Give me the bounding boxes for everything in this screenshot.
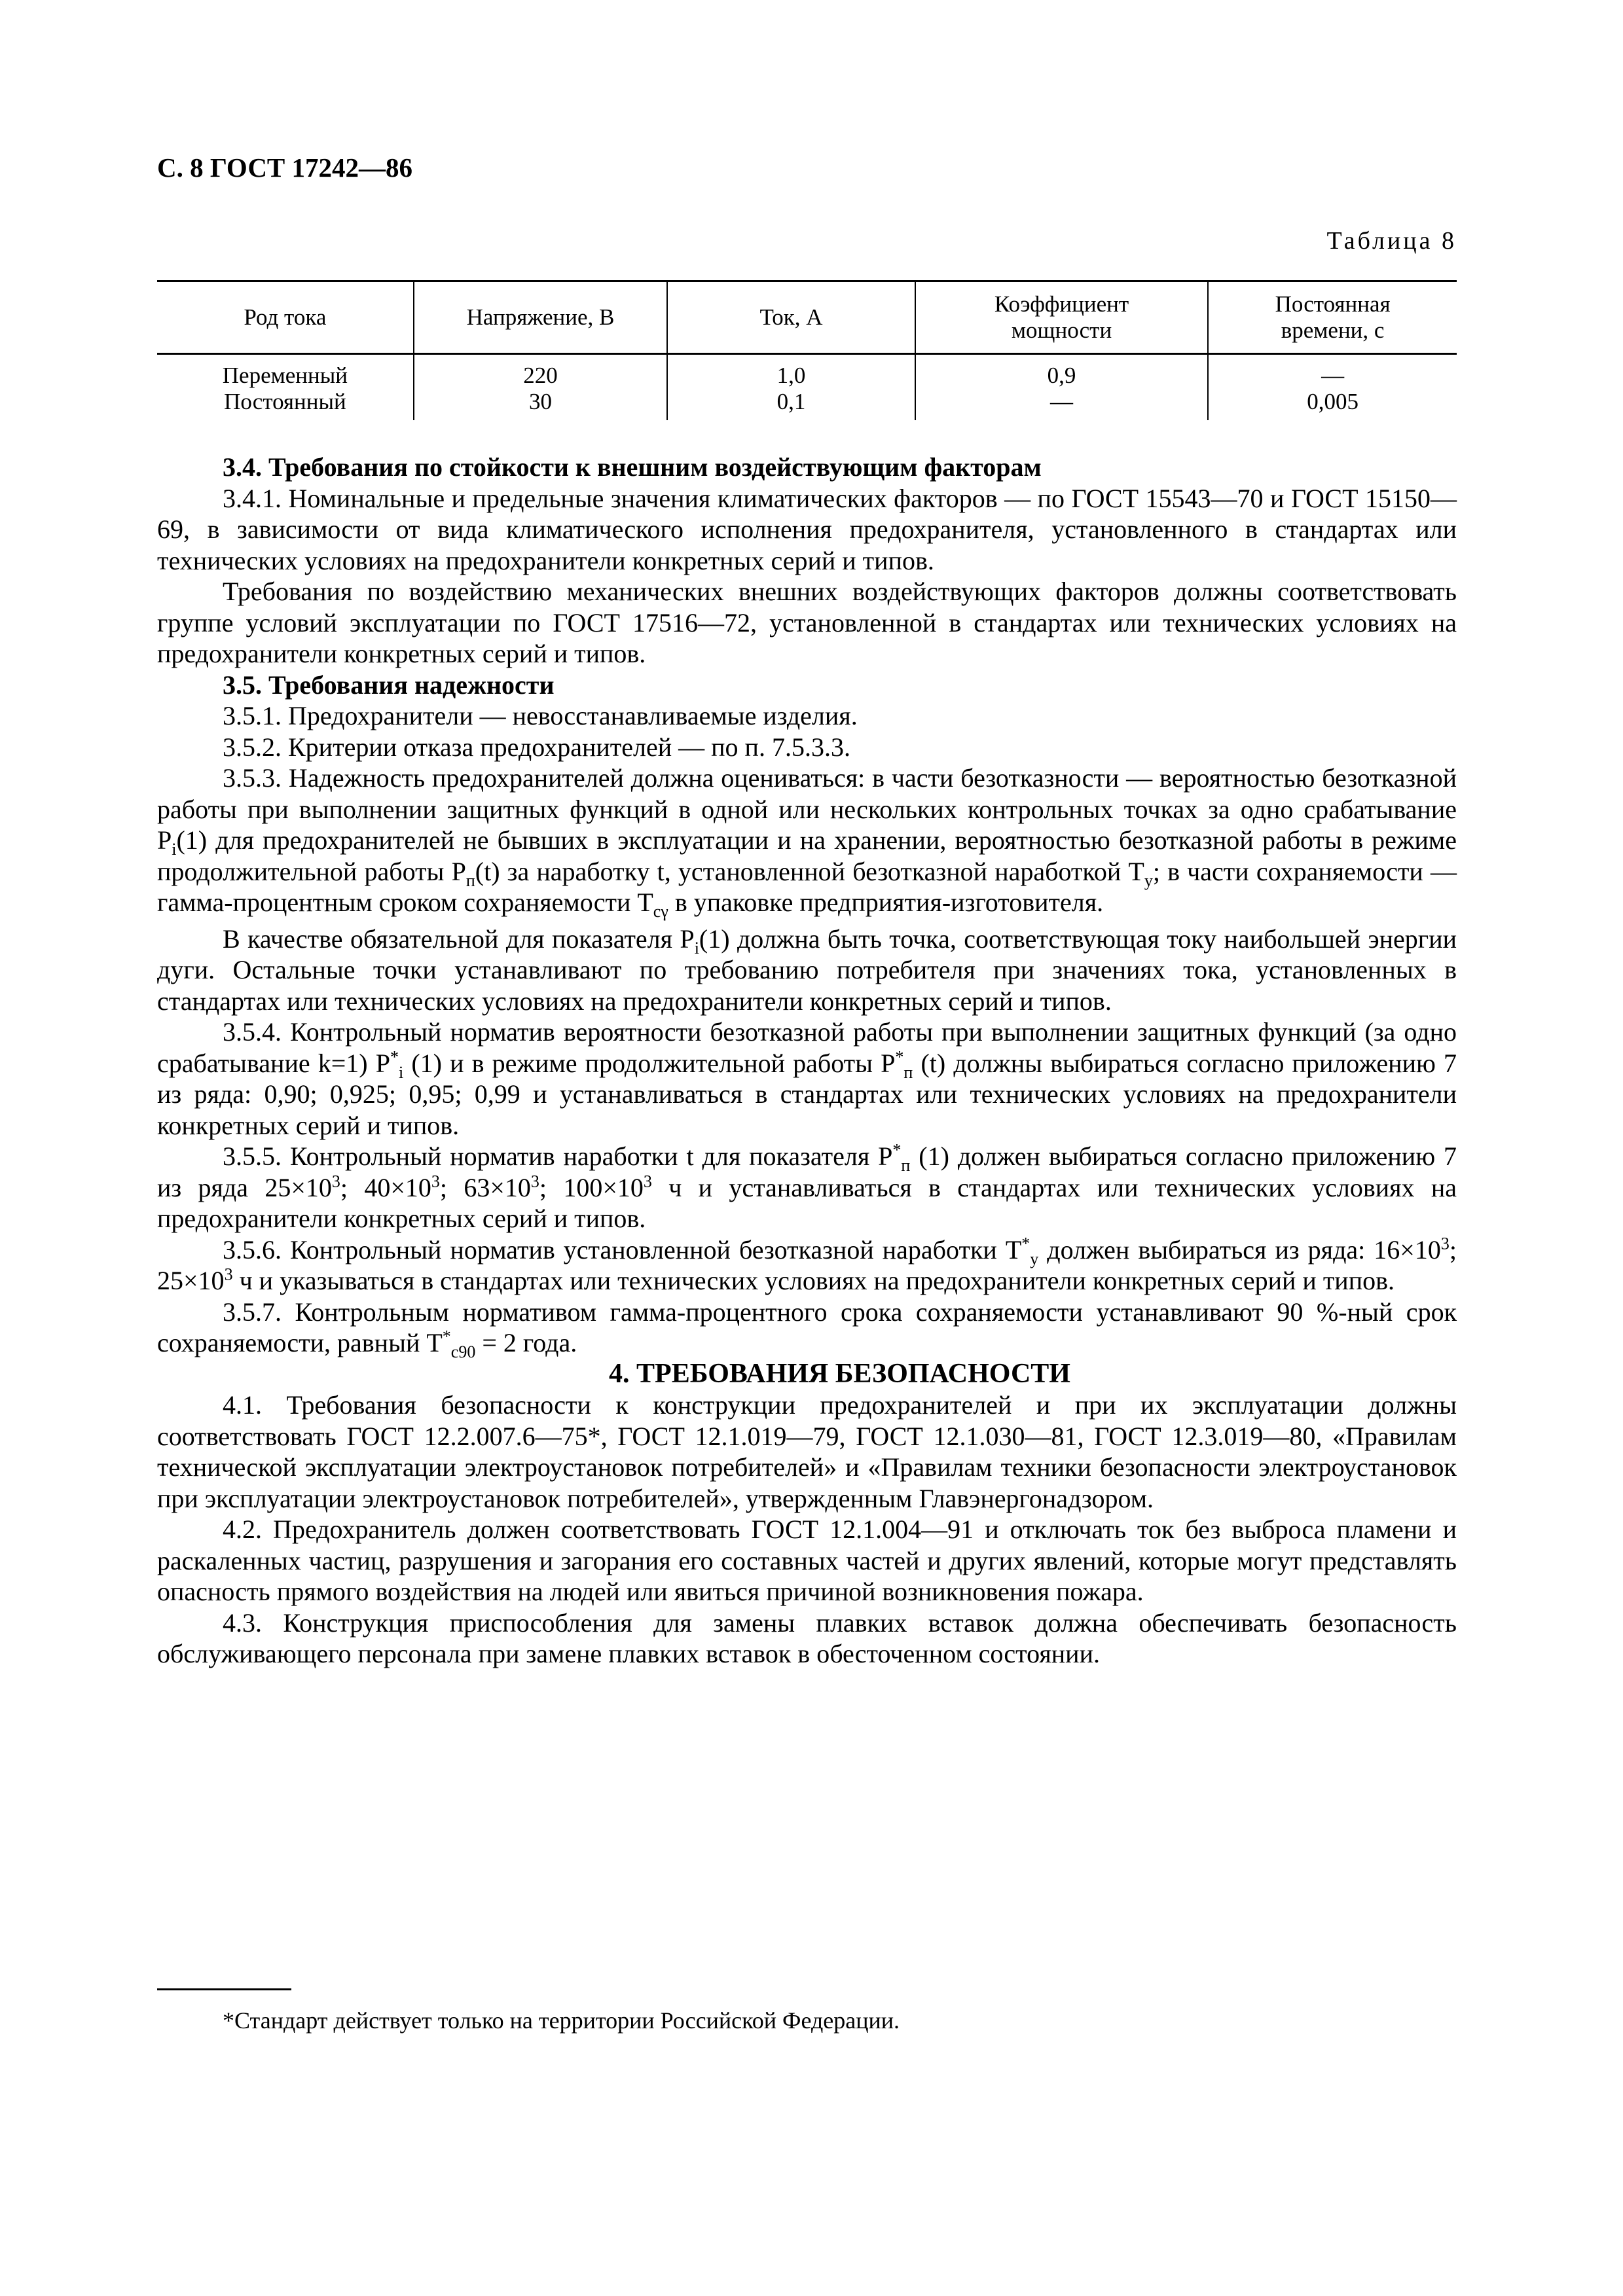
table-cell: 30 — [414, 389, 667, 420]
subsection-heading — [157, 452, 1457, 483]
paragraph: 3.5.6. Контрольный норматив установленной безотказной наработки $T^*_у$ должен выбираться из ряда: $16\times 10^3$; $25\times 10^3$ ч и указываться в стандартах или технических условиях на предохранители конкретных серий и типов. — [157, 1234, 1457, 1295]
table-header-row — [157, 281, 1457, 354]
table-cell: Постоянный — [224, 389, 346, 414]
table-cell: 0,9 — [915, 354, 1208, 389]
table-header-cell: Напряжение, В — [414, 281, 667, 354]
table-row — [157, 354, 1457, 389]
paragraph: Требования по воздействию механических внешних воздействующих факторов должны соответствовать группе условий эксплуатации по ГОСТ 17516—72, установленной в стандартах или технических условиях на предохранители конкретных серий и типов. — [157, 577, 1457, 668]
subsection-heading — [157, 670, 1457, 701]
subsection-heading-text: 3.5. Требования надежности — [223, 670, 555, 700]
paragraph: 4.2. Предохранитель должен соответствовать ГОСТ 12.1.004—91 и отключать ток без выброса пламени и раскаленных частиц, разрушения и загорания его составных частей и других явлений, которые могут представлять опасность прямого воздействия на людей или явиться причиной возникновения пожара. — [157, 1515, 1457, 1606]
table-cell: 1,0 — [667, 354, 915, 389]
paragraph: 3.5.4. Контрольный норматив вероятности безотказной работы при выполнении защитных функций (за одно срабатывание k=1) $P^*_i$ (1) и в режиме продолжительной работы $P^*_п$ (t) должны выбираться согласно приложению 7 из ряда: 0,90; 0,925; 0,95; 0,99 и устанавливаться в стандартах или технических условиях на предохранители конкретных серий и типов. — [157, 1017, 1457, 1140]
data-table — [157, 280, 1457, 420]
table-header-cell: Ток, А — [667, 281, 915, 354]
paragraph: 4.3. Конструкция приспособления для замены плавких вставок должна обеспечивать безопасность обслуживающего персонала при замене плавких вставок в обесточенном состоянии. — [157, 1607, 1457, 1668]
table-header-cell: Постоянная времени, с — [1208, 281, 1457, 354]
table-header-cell: Коэффициент мощности — [915, 281, 1208, 354]
footnote-divider — [157, 1988, 291, 1990]
section-title: 4. ТРЕБОВАНИЯ БЕЗОПАСНОСТИ — [609, 1358, 1070, 1389]
table-header-cell: Род тока — [157, 281, 414, 354]
table-cell: — — [915, 389, 1208, 420]
paragraph: 3.5.3. Надежность предохранителей должна оцениваться: в части безотказности — вероятностью безотказной работы при выполнении защитных функций в одной или нескольких контрольных точках за одно срабатывание $P_i(1)$ для предохранителей не бывших в эксплуатации и на хранении, вероятностью безотказной работы в режиме продолжительной работы $P_п(t)$ за наработку t, установленной безотказной наработкой $T_у$; в части сохраняемости — гамма-процентным сроком сохраняемости $T_{с\gamma}$ в упаковке предприятия-изготовителя. — [157, 763, 1457, 921]
table-row — [157, 389, 1457, 420]
paragraph: 3.5.1. Предохранители — невосстанавливаемые изделия. — [223, 701, 858, 730]
table-caption: Таблица 8 — [1326, 227, 1457, 255]
page-header: С. 8 ГОСТ 17242—86 — [157, 152, 413, 183]
paragraph: 4.1. Требования безопасности к конструкции предохранителей и при их эксплуатации должны соответствовать ГОСТ 12.2.007.6—75*, ГОСТ 12.1.019—79, ГОСТ 12.1.030—81, ГОСТ 12.3.019—80, «Правилам технической эксплуатации электроустановок потребителей» и «Правилам техники безопасности электроустановок при эксплуатации электроустановок потребителей», утвержденным Главэнергонадзором. — [157, 1390, 1457, 1513]
table-cell: 0,005 — [1208, 389, 1457, 420]
paragraph: 3.4.1. Номинальные и предельные значения климатических факторов — по ГОСТ 15543—70 и ГОСТ 15150—69, в зависимости от вида климатического исполнения предохранителя, установленного в стандартах или технических условиях на предохранители конкретных серий и типов. — [157, 483, 1457, 575]
footnote: *Стандарт действует только на территории Российской Федерации. — [223, 2007, 900, 2034]
body-text — [157, 452, 1457, 1670]
table-cell: Переменный — [222, 363, 348, 388]
paragraph: 3.5.2. Критерии отказа предохранителей — по п. 7.5.3.3. — [223, 732, 850, 762]
subsection-heading-text: 3.4. Требования по стойкости к внешним воздействующим факторам — [223, 452, 1042, 482]
paragraph: В качестве обязательной для показателя $P_i(1)$ должна быть точка, соответствующая току наибольшей энергии дуги. Остальные точки устанавливают по требованию потребителя при значениях тока, установленных в стандартах или технических условиях на предохранители конкретных серий и типов. — [157, 924, 1457, 1016]
table-cell: 0,1 — [667, 389, 915, 420]
table-cell: — — [1208, 354, 1457, 389]
table-cell: 220 — [414, 354, 667, 389]
paragraph: 3.5.5. Контрольный норматив наработки t для показателя $P^*_п$ (1) должен выбираться согласно приложению 7 из ряда $25\times 10^3$; $40\times 10^3$; $63\times 10^3$; $100\times 10^3$ ч и устанавливаться в стандартах или технических условиях на предохранители конкретных серий и типов. — [157, 1140, 1457, 1233]
paragraph: 3.5.7. Контрольным нормативом гамма-процентного срока сохраняемости устанавливают 90 %-ный срок сохраняемости, равный $T^*_{с90} = 2$ года. — [157, 1297, 1457, 1361]
